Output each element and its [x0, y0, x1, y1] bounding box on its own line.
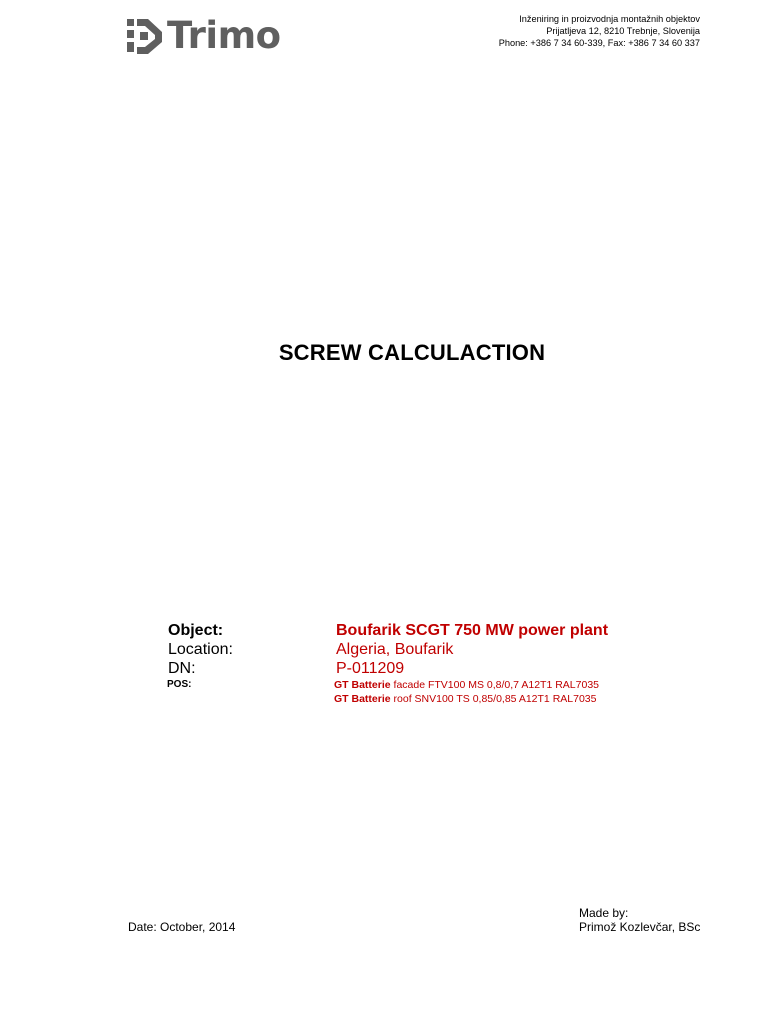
made-by-block [579, 906, 700, 934]
location-value: Algeria, Boufarik [336, 641, 454, 658]
document-title: SCREW CALCULACTION [278, 340, 546, 365]
company-info [499, 13, 700, 49]
made-by-name: Primož Kozlevčar, BSc [579, 920, 701, 934]
document-date: Date: October, 2014 [128, 920, 236, 934]
trimo-logo-mark-icon [126, 18, 166, 54]
pos-item-2-desc: roof SNV100 TS 0,85/0,85 A12T1 RAL7035 [393, 693, 597, 705]
object-value: Boufarik SCGT 750 MW power plant [336, 622, 609, 639]
pos-item-2-name: GT Batterie [334, 693, 391, 705]
pos-item-1-desc: facade FTV100 MS 0,8/0,7 A12T1 RAL7035 [393, 679, 599, 691]
pos-label: POS: [167, 679, 192, 690]
object-label: Object: [168, 622, 224, 639]
location-label: Location: [168, 641, 233, 658]
pos-item-1 [334, 679, 599, 691]
pos-item-1-name: GT Batterie [334, 679, 391, 691]
company-line-3: Phone: +386 7 34 60-339, Fax: +386 7 34 60 337 [498, 38, 700, 48]
logo-wordmark: Trimo [167, 14, 281, 57]
company-line-1: Inženiring in proizvodnja montažnih objektov [519, 14, 700, 24]
company-line-2: Prijatljeva 12, 8210 Trebnje, Slovenija [546, 26, 700, 36]
trimo-logo [126, 14, 322, 57]
pos-item-2 [334, 693, 596, 705]
dn-label: DN: [168, 660, 196, 677]
document-title-wrap [0, 340, 768, 366]
dn-value: P-011209 [336, 660, 405, 677]
made-by-label: Made by: [579, 906, 629, 920]
